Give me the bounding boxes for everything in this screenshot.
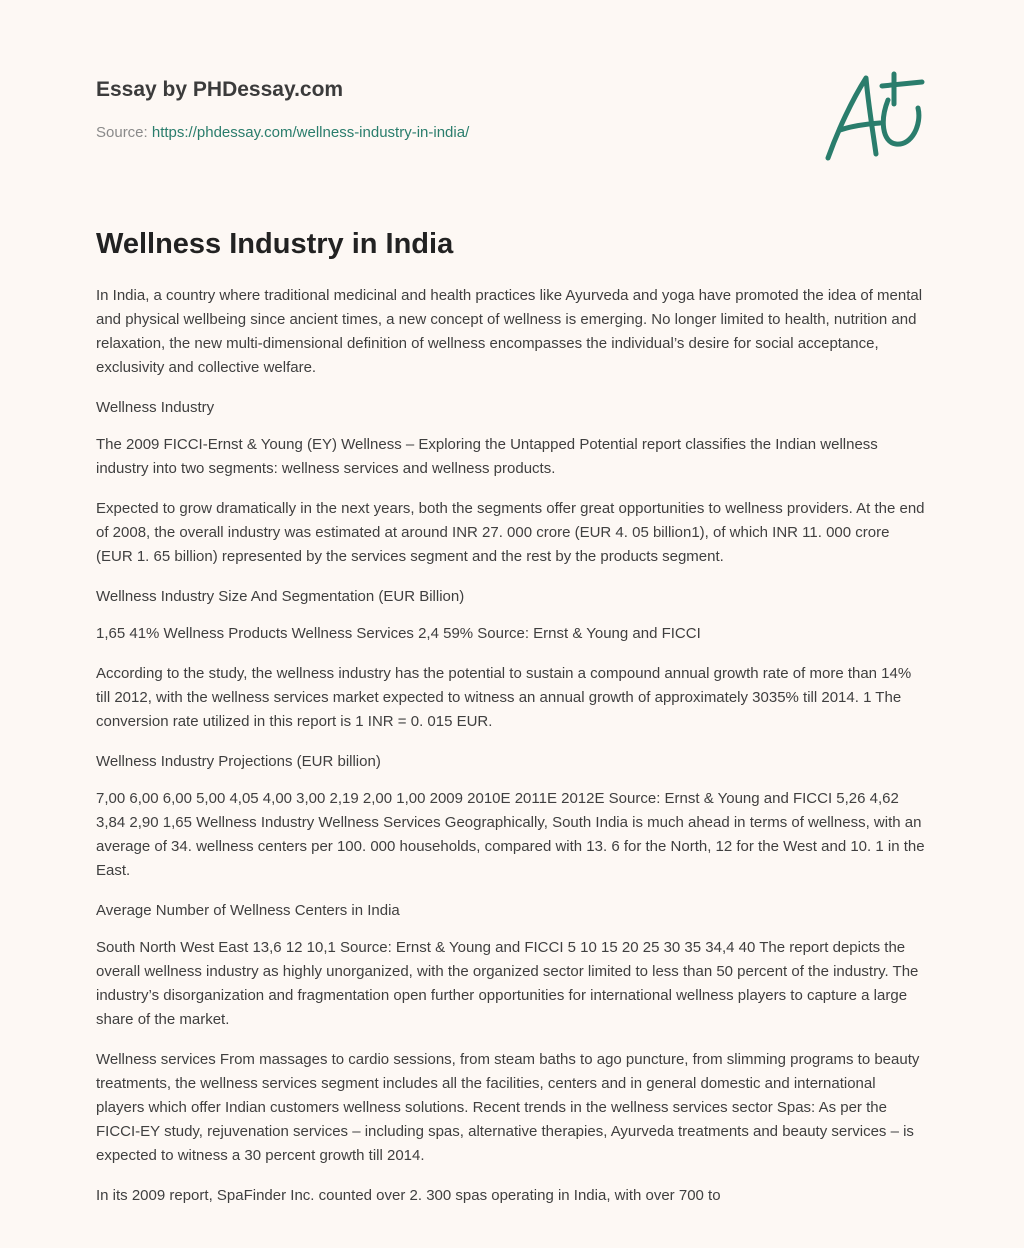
subheading-wellness-industry: Wellness Industry [96, 399, 215, 416]
paragraph-projections-data: 7,00 6,00 6,00 5,00 4,05 4,00 3,00 2,19 2,00 1,00 2009 2010E 2011E 2012E Source: Ernst & Young and FICCI 5,26 4,62 3,84 2,90 1,65 Wellness Industry Wellness Services Geographically, South India is much ahead in terms of wellness, with an average of 34. wellness centers per 100. 000 households, compared with 13. 6 for the North, 12 for the West and 10. 1 in the East. [96, 790, 925, 879]
essay-title: Wellness Industry in India [96, 228, 454, 260]
essay-body [96, 284, 928, 1224]
a-plus-logo-icon [822, 68, 928, 164]
subheading-size-segmentation: Wellness Industry Size And Segmentation (EUR Billion) [96, 588, 465, 605]
paragraph-intro: In India, a country where traditional medicinal and health practices like Ayurveda and yoga have promoted the idea of mental and physical wellbeing since ancient times, a new concept of wellness is emerging. No longer limited to health, nutrition and relaxation, the new multi-dimensional definition of wellness encompasses the individual’s desire for social acceptance, exclusivity and collective welfare. [96, 287, 923, 376]
paragraph-spafinder: In its 2009 report, SpaFinder Inc. counted over 2. 300 spas operating in India, with over 700 to [96, 1187, 721, 1204]
source-link[interactable]: https://phdessay.com/wellness-industry-in-india/ [151, 124, 470, 141]
paragraph-growth: Expected to grow dramatically in the next years, both the segments offer great opportunities to wellness providers. At the end of 2008, the overall industry was estimated at around INR 27. 000 crore (EUR 4. 05 billion1), of which INR 11. 000 crore (EUR 1. 65 billion) represented by the services segment and the rest by the products segment. [96, 500, 925, 565]
source-label: Source: [96, 124, 148, 141]
paragraph-wellness-services: Wellness services From massages to cardio sessions, from steam baths to ago puncture, from slimming programs to beauty treatments, the wellness services segment includes all the facilities, centers and in general domestic and international players which offer Indian customers wellness solutions. Recent trends in the wellness services sector Spas: As per the FICCI-EY study, rejuvenation services – including spas, alternative therapies, Ayurveda treatments and beauty services – is expected to witness a 30 percent growth till 2014. [96, 1051, 920, 1164]
source-line [96, 123, 796, 143]
essay-header [96, 74, 796, 143]
brand-name: Essay by PHDessay.com [96, 78, 344, 101]
paragraph-centers-data: South North West East 13,6 12 10,1 Source: Ernst & Young and FICCI 5 10 15 20 25 30 35 34,4 40 The report depicts the overall wellness industry as highly unorganized, with the organized sector limited to less than 50 percent of the industry. The industry’s disorganization and fragmentation open further opportunities for international wellness players to capture a large share of the market. [96, 939, 919, 1028]
subheading-average-centers: Average Number of Wellness Centers in India [96, 902, 400, 919]
paragraph-report: The 2009 FICCI-Ernst & Young (EY) Wellness – Exploring the Untapped Potential report classifies the Indian wellness industry into two segments: wellness services and wellness products. [96, 436, 878, 477]
paragraph-cagr: According to the study, the wellness industry has the potential to sustain a compound annual growth rate of more than 14% till 2012, with the wellness services market expected to witness an annual growth of approximately 3035% till 2014. 1 The conversion rate utilized in this report is 1 INR = 0. 015 EUR. [96, 665, 912, 730]
paragraph-segmentation-data: 1,65 41% Wellness Products Wellness Services 2,4 59% Source: Ernst & Young and FICCI [96, 625, 701, 642]
subheading-projections: Wellness Industry Projections (EUR billion) [96, 753, 381, 770]
